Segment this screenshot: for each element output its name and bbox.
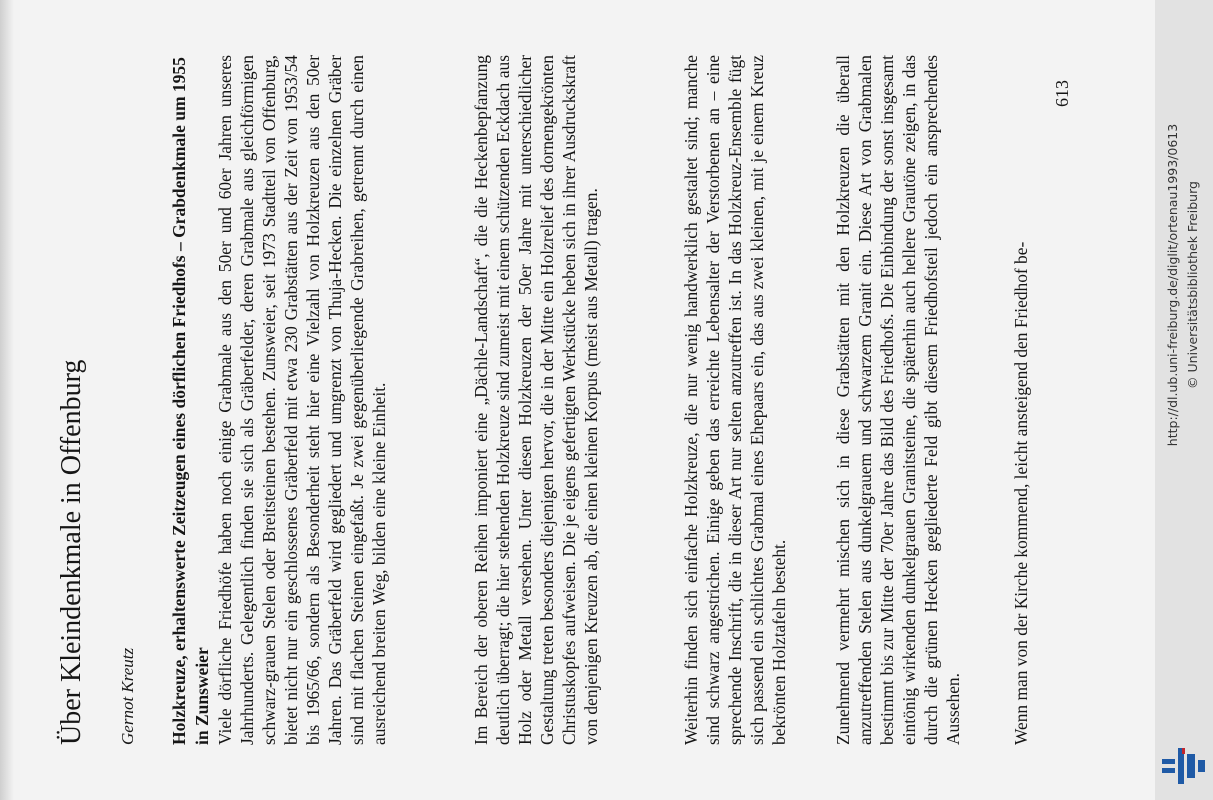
source-url-link[interactable]: http://dl.ub.uni-freiburg.de/diglit/ortenau1993/0613 <box>1165 123 1180 447</box>
paragraph-4: Zunehmend vermehrt mischen sich in diese Grabstätten mit den Holzkreuzen die überall anzutreffenden Stelen aus dunkelgrauem und schwarzem Granit ein. Diese Art von Grabmalen bestimmt bis zur Mitte der 70er Jahre das Bild des Friedhofs. Die Einbindung der sonst insgesamt eintönig wirkenden dunkelgrauen Granitsteine, die späterhin auch hellere Grautöne zeigen, in das durch die grünen Hecken gegliederte Feld gibt diesem Friedhofsteil jedoch ein ansprechendes Aussehen. <box>833 55 963 745</box>
paragraph-2: Im Bereich der oberen Reihen imponiert eine „Dächle-Landschaft“, die die Heckenbepfanzung deutlich überragt; die hier stehenden Holzkreuze sind zumeist mit einem schützenden Eckdach aus Holz oder Metall versehen. Unter diesen Holzkreuzen der 50er Jahre mit unterschiedlicher Gestaltung treten besonders diejenigen hervor, die in der Mitte ein Holzrelief des dornengekrönten Christuskopfes aufweisen. Die je eigens gefertigten Werkstücke heben sich in ihrer Ausdruckskraft von denjenigen Kreuzen ab, die einen kleinen Korpus (meist aus Metall) tragen. <box>471 55 601 745</box>
paragraph-3: Weiterhin finden sich einfache Holzkreuze, die nur wenig handwerklich gestaltet sind; manche sind schwarz angestrichen. Einige geben das erreichte Lebensalter der Verstorbenen an – eine sprechende Inschrift, die in dieser Art nur selten anzutreffen ist. In das Holzkreuz-Ensemble fügt sich passend ein schlichtes Grabmal eines Ehepaars ein, das aus zwei kleinen, mit je einem Kreuz bekrönten Holztafeln besteht. <box>681 55 789 745</box>
copyright-notice: © Universitätsbibliothek Freiburg <box>1185 181 1200 389</box>
sidebar-rotated-text <box>1155 0 1213 800</box>
paragraph-1: Viele dörfliche Friedhöfe haben noch einige Grabmale aus den 50er und 60er Jahren unseres Jahrhunderts. Gelegentlich finden sie sich als Gräberfelder, deren Grabmale aus gleichförmigen schwarz-grauen Stelen oder Breitsteinen bestehen. Zunsweier, seit 1973 Stadtteil von Offenburg, bietet nicht nur ein geschlossenes Gräberfeld mit etwa 230 Grabstätten aus der Zeit von 1953/54 bis 1965/66, sondern als Besonderheit steht hier eine Vielzahl von Holzkreuzen aus den 50er Jahren. Das Gräberfeld wird gegliedert und umgrenzt von Thuja-Hecken. Die einzelnen Gräber sind mit flachen Steinen eingefaßt. Je zwei gegenüberliegende Grabreihen, getrennt durch einen ausreichend breiten Weg, bilden eine kleine Einheit. <box>215 55 389 745</box>
paragraph-5: Wenn man von der Kirche kommend, leicht ansteigend den Friedhof be- <box>1011 241 1031 745</box>
article-author: Gernot Kreutz <box>118 647 137 745</box>
article-title: Über Kleindenkmale in Offenburg <box>56 359 87 745</box>
library-sidebar <box>1155 0 1213 800</box>
ub-freiburg-logo-icon <box>1160 746 1208 786</box>
page-number: 613 <box>1052 80 1072 107</box>
section-heading: Holzkreuze, erhaltenswerte Zeitzeugen eines dörflichen Friedhofs – Grabdenkmale um 1955 in Zunsweier <box>169 57 212 745</box>
